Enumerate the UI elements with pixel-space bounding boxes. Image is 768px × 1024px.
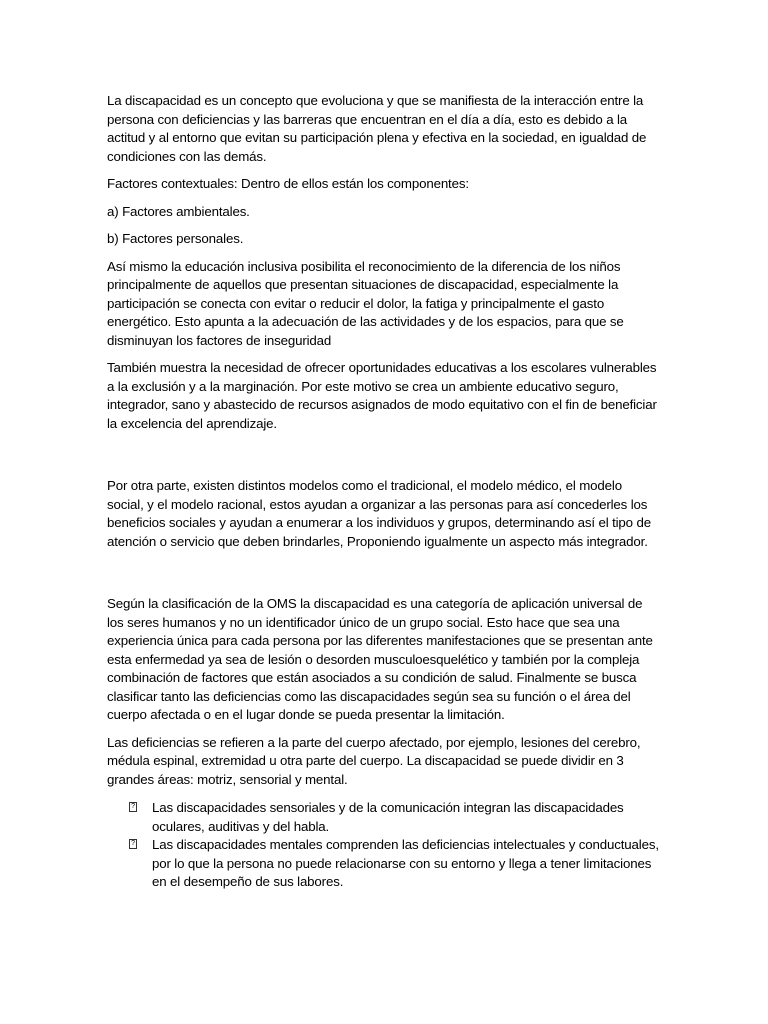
paragraph-deficiencias: Las deficiencias se refieren a la parte del cuerpo afectado, por ejemplo, lesiones del cerebro, médula espinal, extremidad u otra parte del cuerpo. La discapacidad se puede dividir en 3 grandes áreas: motriz, sensorial y mental. <box>107 734 641 787</box>
paragraph-factores-ambientales: a) Factores ambientales. <box>107 203 250 219</box>
list-item <box>107 836 662 892</box>
paragraph-clasificacion-oms: Según la clasificación de la OMS la discapacidad es una categoría de aplicación universal de los seres humanos y no un identificador único de un grupo social. Esto hace que sea una experiencia única para cada persona por las diferentes manifestaciones que se presentan ante esta enfermedad ya sea de lesión o desorden musculoesquelético y también por la compleja combinación de factores que están asociados a su condición de salud. Finalmente se busca clasificar tanto las deficiencias como las discapacidades según sea su función o el área del cuerpo afectada o en el lugar donde se pueda presentar la limitación. <box>107 596 653 722</box>
paragraph-educacion-inclusiva: Así mismo la educación inclusiva posibilita el reconocimiento de la diferencia de los niños principalmente de aquellos que presentan situaciones de discapacidad, especialmente la participación se conecta con evitar o reducir el dolor, la fatiga y principalmente el gasto energético. Esto apunta a la adecuación de las actividades y de los espacios, para que se disminuyan los factores de inseguridad <box>107 258 624 348</box>
paragraph-modelos: Por otra parte, existen distintos modelos como el tradicional, el modelo médico, el modelo social, y el modelo racional, estos ayudan a organizar a las personas para así concederles los beneficios sociales y ayudan a enumerar a los individuos y grupos, determinando así el tipo de atención o servicio que deben brindarles, Proponiendo igualmente un aspecto más integrador. <box>107 478 651 549</box>
list-item <box>107 799 662 836</box>
paragraph-oportunidades: También muestra la necesidad de ofrecer oportunidades educativas a los escolares vulnerables a la exclusión y a la marginación. Por este motivo se crea un ambiente educativo seguro, integrador, sano y abastecido de recursos asignados de modo equitativo con el fin de beneficiar la excelencia del aprendizaje. <box>107 360 657 431</box>
document-body <box>107 92 662 892</box>
paragraph-definicion: La discapacidad es un concepto que evoluciona y que se manifiesta de la interacción entre la persona con deficiencias y las barreras que encuentran en el día a día, esto es debido a la actitud y al entorno que evitan su participación plena y efectiva en la sociedad, en igualdad de condiciones con las demás. <box>107 93 647 164</box>
bullet-list <box>107 799 662 892</box>
paragraph-factores-contextuales: Factores contextuales: Dentro de ellos están los componentes: <box>107 176 469 191</box>
bullet-icon: ? <box>129 839 137 849</box>
bullet-icon: ? <box>129 802 137 812</box>
list-item-text: Las discapacidades mentales comprenden las deficiencias intelectuales y conductuales, por lo que la persona no puede relacionarse con su entorno y llega a tener limitaciones en el desempeño de sus labores. <box>152 837 659 889</box>
list-item-text: Las discapacidades sensoriales y de la comunicación integran las discapacidades oculares, auditivas y del habla. <box>152 800 624 834</box>
paragraph-factores-personales: b) Factores personales. <box>107 231 244 246</box>
